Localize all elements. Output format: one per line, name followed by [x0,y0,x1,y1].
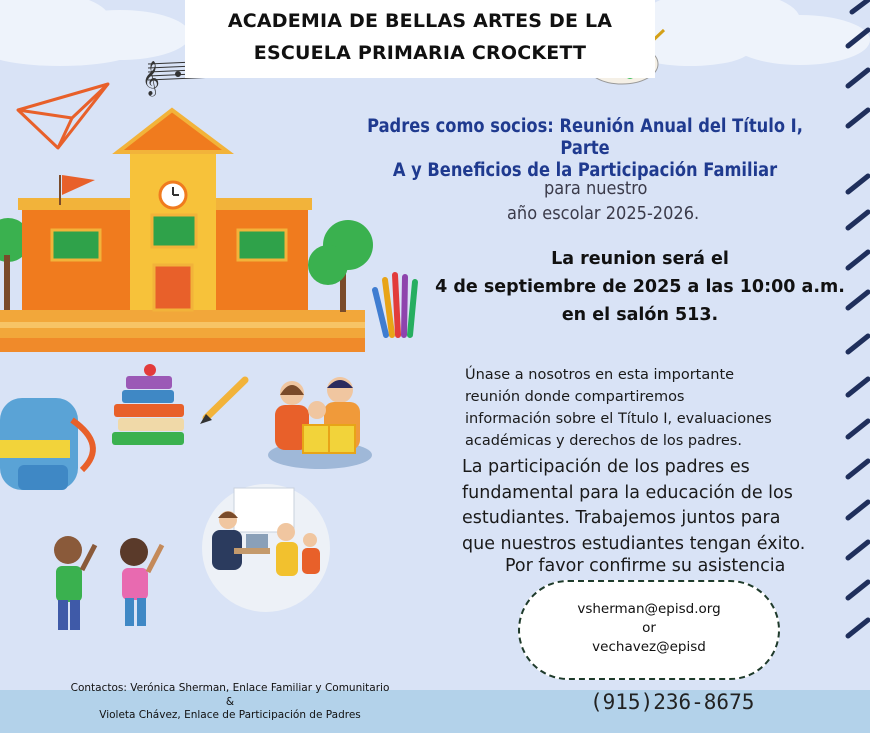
backpack-icon [0,398,93,490]
participation-line: que nuestros estudiantes tengan éxito. [462,533,806,554]
colored-pencils-icon [375,275,415,335]
pencil-icon [200,380,245,424]
invitation-paragraph [465,364,825,452]
email-separator: or [642,620,656,636]
svg-text:𝄞: 𝄞 [142,61,160,96]
phone-number[interactable]: (915)236-8675 [590,690,755,714]
school-year-line1: para nuestro [544,178,648,199]
participation-line: La participación de los padres es [462,457,750,477]
school-year-line2: año escolar 2025-2026. [507,203,700,224]
contact-ampersand: & [225,695,235,708]
cloud-right [630,0,870,66]
rsvp-text: Por favor confirme su asistencia [505,556,786,576]
meeting-details [420,245,860,329]
paper-plane-icon [18,84,108,148]
meeting-room: en el salón 513. [561,305,719,325]
participation-paragraph [462,455,842,557]
email-link-sherman[interactable]: vsherman@episd.org [577,601,721,617]
headline-line1: Padres como socios: Reunión Anual del Título I, Parte [367,116,803,159]
email-contact-box [518,580,780,680]
contacts-footer [20,682,440,723]
participation-line: fundamental para la educación de los [462,482,793,503]
meeting-headline [352,116,818,182]
cloud-left [0,0,190,66]
invitation-line: Únase a nosotros en esta importante [465,367,735,383]
contact-line2: Violeta Chávez, Enlace de Participación de Padres [99,709,361,721]
meeting-line1: La reunion será el [551,249,729,269]
school-title-line2: ESCUELA PRIMARIA CROCKETT [253,42,587,64]
book-stack-icon [112,364,184,445]
kids-jumping-icon [54,536,162,630]
contact-line1: Contactos: Verónica Sherman, Enlace Familiar y Comunitario [70,682,390,694]
school-title-line1: ACADEMIA DE BELLAS ARTES DE LA [227,10,613,32]
email-link-chavez[interactable]: vechavez@episd [592,639,706,655]
meeting-date-time: 4 de septiembre de 2025 a las 10:00 a.m. [435,277,845,297]
invitation-line: académicas y derechos de los padres. [465,433,742,449]
family-reading-icon [268,377,372,469]
family-at-home-icon [202,484,330,612]
title-box [185,0,655,78]
headline-line2: A y Beneficios de la Participación Familiar [392,160,778,181]
invitation-line: reunión donde compartiremos [465,389,685,405]
invitation-line: información sobre el Título I, evaluaciones [465,411,772,427]
participation-line: estudiantes. Trabajemos juntos para [462,508,781,528]
